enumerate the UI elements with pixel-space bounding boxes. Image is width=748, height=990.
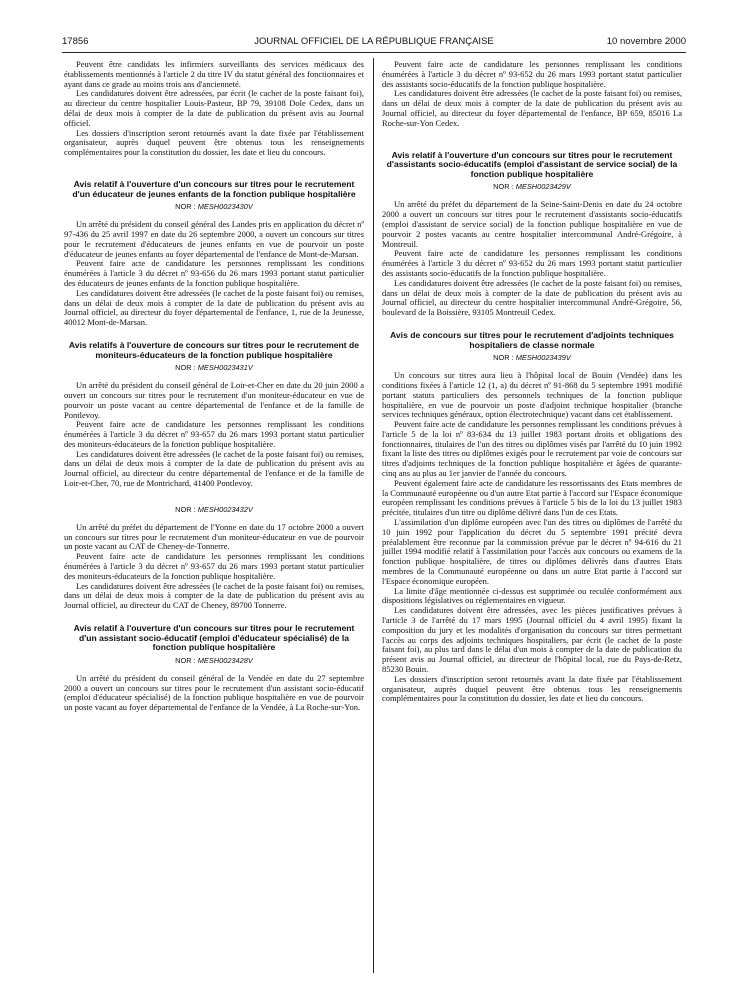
paragraph: Un arrêté du président du conseil général de la Vendée en date du 27 septembre 2000 a ouvert un concours sur titres pour le recrutement d'un assistant socio-éducatif (emploi d'éducateur spécialisé) de la fonction publique hospitalière en vue de pourvoir un poste vacant au foyer départemental de l'enfance de la Vendée, à La Roche-sur-Yon. — [64, 672, 364, 713]
paragraph: Les candidatures doivent être adressées, par écrit (le cachet de la poste faisant foi), au directeur du centre hospitalier Louis-Pasteur, BP 79, 39108 Dole Cedex, dans un délai de deux mois à compter de la date de publication du présent avis au Journal officiel. — [64, 88, 364, 128]
right-column — [382, 60, 682, 704]
paragraph: Les candidatures doivent être adressées (le cachet de la poste faisant foi) ou remises, dans un délai de deux mois à compter de la date de publication du présent avis au Journal officiel, au directeur du foyer départemental de l'enfance, 1, rue de la Jeunesse, 40012 Mont-de-Marsan. — [64, 287, 364, 328]
notice-title: Avis relatif à l'ouverture d'un concours sur titres pour le recrutement d'un éducateur de jeunes enfants de la fonction publique hospitalière — [72, 178, 356, 199]
notice-title: Avis relatif à l'ouverture d'un concours sur titres pour le recrutement d'assistants socio-éducatifs (emploi d'assistant de service social) de la fonction publique hospitalière — [386, 149, 678, 179]
paragraph: Peuvent faire acte de candidature les personnes remplissant les conditions énumérées à l'article 3 du décret nº 93-657 du 26 mars 1993 portant statut particulier des moniteurs-éducateurs de la fonction publique hospitalière. — [64, 419, 364, 449]
paragraph: Les candidatures doivent être adressées, avec les pièces justificatives prévues à l'article 3 de l'arrêté du 17 mars 1995 (Journal officiel du 4 avril 1995) fixant la composition du jury et les modalités d'organisation du concours sur titres permettant l'accès au corps des adjoints techniques hospitaliers, par écrit (le cachet de la poste faisant foi), au plus tard dans le délai d'un mois à compter de la date de publication du présent avis au Journal officiel, au directeur de l'hôpital local, rue du Pays-de-Retz, 85230 Bouin. — [382, 605, 682, 675]
nor-reference: NOR : MESH0023431V — [175, 363, 253, 373]
paragraph: Les dossiers d'inscription seront retournés avant la date fixée par l'établissement organisateur, auprès duquel peuvent être obtenus tous les renseignements complémentaires pour la constitution du dossier, les date et lieu du concours. — [64, 127, 364, 158]
paragraph: La limite d'âge mentionnée ci-dessus est supprimée ou reculée conformément aux dispositions législatives ou réglementaires en vigueur. — [382, 585, 682, 606]
left-column — [64, 60, 364, 713]
paragraph: Un arrêté du président du conseil général de Loir-et-Cher en date du 20 juin 2000 a ouvert un concours sur titres pour le recrutement d'un moniteur-éducateur en vue de pourvoir un poste vacant au centre départemental de l'enfance et de la famille de Pontlevoy. — [64, 380, 364, 420]
paragraph: Peuvent faire acte de candidature les personnes remplissant les conditions énumérées à l'article 3 du décret nº 93-657 du 26 mars 1993 portant statut particulier des moniteurs-éducateurs de la fonction publique hospitalière. — [64, 551, 364, 581]
paragraph: Les candidatures doivent être adressées (le cachet de la poste faisant foi) ou remises, dans un délai de deux mois à compter de la date de publication du présent avis au Journal officiel, au directeur du centre départemental de l'enfance et de la famille de Loir-et-Cher, 70, rue de Montrichard, 41400 Pontlevoy. — [64, 448, 364, 489]
paragraph: Un concours sur titres aura lieu à l'hôpital local de Bouin (Vendée) dans les conditions fixées à l'article 12 (1, a) du décret nº 91-868 du 5 septembre 1991 modifié portant statuts particuliers des personnels techniques de la fonction publique hospitalière, en vue de pourvoir un poste d'adjoint technique hospitalier (branche services techniques généraux, option électrotechnique) vacant dans cet établissement. — [382, 370, 682, 420]
paragraph: Peuvent être candidats les infirmiers surveillants des services médicaux des établissements mentionnés à l'article 2 du titre IV du statut général des fonctionnaires et ayant dans ce grade au moins trois ans d'ancienneté. — [64, 59, 364, 89]
nor-reference: NOR : MESH0023439V — [493, 353, 571, 363]
paragraph: Les candidatures doivent être adressées (le cachet de la poste faisant foi) ou remises, dans un délai de deux mois à compter de la date de publication du présent avis au Journal officiel, au directeur du CAT de Cheney, 89700 Tonnerre. — [64, 580, 364, 611]
journal-title: JOURNAL OFFICIEL DE LA RÉPUBLIQUE FRANÇAISE — [254, 36, 494, 47]
notice-title: Avis relatif à l'ouverture d'un concours sur titres pour le recrutement d'un assistant socio-éducatif (emploi d'éducateur spécialisé) de la fonction publique hospitalière — [73, 623, 355, 653]
page-number: 17856 — [62, 36, 89, 47]
paragraph: Un arrêté du préfet du département de la Seine-Saint-Denis en date du 24 octobre 2000 a ouvert un concours sur titres pour le recrutement d'assistants socio-éducatifs (emploi d'assistant de service social) de la fonction publique hospitalière en vue de pourvoir 2 postes vacants au centre hospitalier intercommunal André-Grégoire, à Montreuil. — [382, 199, 682, 249]
paragraph: Peuvent faire acte de candidature les personnes remplissant les conditions énumérées à l'article 3 du décret nº 93-652 du 26 mars 1993 portant statut particulier des assistants socio-éducatifs de la fonction publique hospitalière. — [382, 248, 682, 278]
column-separator — [373, 58, 374, 973]
paragraph: Les candidatures doivent être adressées (le cachet de la poste faisant foi) ou remises, dans un délai de deux mois à compter de la date de publication du présent avis au Journal officiel, au directeur du foyer départemental de l'enfance, BP 659, 85016 La Roche-sur-Yon Cedex. — [382, 88, 682, 128]
paragraph: Peuvent faire acte de candidature les personnes remplissant les conditions énumérées à l'article 3 du décret nº 93-656 du 26 mars 1993 portant statut particulier des éducateurs de jeunes enfants de la fonction publique hospitalière. — [64, 258, 364, 288]
paragraph: Peuvent faire acte de candidature les personnes remplissant les conditions énumérées à l'article 3 du décret nº 93-652 du 26 mars 1993 portant statut particulier des assistants socio-éducatifs de la fonction publique hospitalière. — [382, 59, 682, 89]
notice-title: Avis de concours sur titres pour le recrutement d'adjoints techniques hospitaliers de classe normale — [390, 329, 674, 350]
paragraph: Les dossiers d'inscription seront retournés avant la date fixée par l'établissement organisateur, auprès duquel peuvent être obtenus tous les renseignements complémentaires pour la constitution du dossier, les date et lieu du concours. — [382, 673, 682, 704]
header-rule — [62, 52, 686, 53]
paragraph: Peuvent également faire acte de candidature les ressortissants des Etats membres de la Communauté européenne ou d'un autre Etat partie à l'accord sur l'Espace économique européen remplissant les conditions prévues à l'article 5 bis de la loi du 13 juillet 1983 précitée, titulaires d'un titre ou diplôme délivré dans l'un de ces Etats. — [382, 477, 682, 518]
nor-reference: NOR : MESH0023428V — [175, 655, 253, 665]
paragraph: Les candidatures doivent être adressées (le cachet de la poste faisant foi) ou remises, dans un délai de deux mois à compter de la date de publication du présent avis au Journal officiel, au directeur du centre hospitalier intercommunal André-Grégoire, 56, boulevard de la Boissière, 93105 Montreuil Cedex. — [382, 277, 682, 318]
nor-reference: NOR : MESH0023429V — [493, 182, 571, 192]
nor-reference: NOR : MESH0023430V — [175, 202, 253, 212]
paragraph: Un arrêté du préfet du département de l'Yonne en date du 17 octobre 2000 a ouvert un concours sur titres pour le recrutement d'un moniteur-éducateur en vue de pourvoir un poste vacant au CAT de Cheney-de-Tonnerre. — [64, 521, 364, 552]
nor-reference: NOR : MESH0023432V — [175, 504, 253, 514]
paragraph: Un arrêté du président du conseil général des Landes pris en application du décret nº 97-436 du 25 avril 1997 en date du 26 septembre 2000, a ouvert un concours sur titres pour le recrutement d'éducateurs de jeunes enfants en vue de pourvoir un poste d'éducateur de jeunes enfants au foyer départemental de l'enfance de Mont-de-Marsan. — [64, 219, 364, 259]
notice-title: Avis relatifs à l'ouverture de concours sur titres pour le recrutement de moniteurs-éducateurs de la fonction publique hospitalière — [68, 339, 360, 360]
issue-date: 10 novembre 2000 — [606, 36, 686, 47]
paragraph: Peuvent faire acte de candidature les personnes remplissant les conditions prévues à l'article 5 de la loi nº 83-634 du 13 juillet 1983 portant droits et obligations des fonctionnaires, titulaires de l'un des titres ou diplômes visés par l'arrêté du 10 juin 1992 fixant la liste des titres ou diplômes exigés pour le recrutement par voie de concours sur titres d'adjoints techniques de la fonction publique hospitalière et âgées de quarante-cinq ans au plus au 1er janvier de l'année du concours. — [382, 419, 682, 479]
paragraph: L'assimilation d'un diplôme européen avec l'un des titres ou diplômes de l'arrêté du 10 juin 1992 pour l'application du décret du 5 septembre 1991 précité devra préalablement être reconnue par la commission prévue par le décret nº 94-616 du 21 juillet 1994 modifié relatif à l'assimilation pour l'accès aux concours ou examens de la fonction publique hospitalière, de titres ou diplômes délivrés dans d'autres Etats membres de la Communauté européenne ou dans un autre Etat partie à l'accord sur l'Espace économique européen. — [382, 517, 682, 586]
page-header — [62, 36, 686, 50]
